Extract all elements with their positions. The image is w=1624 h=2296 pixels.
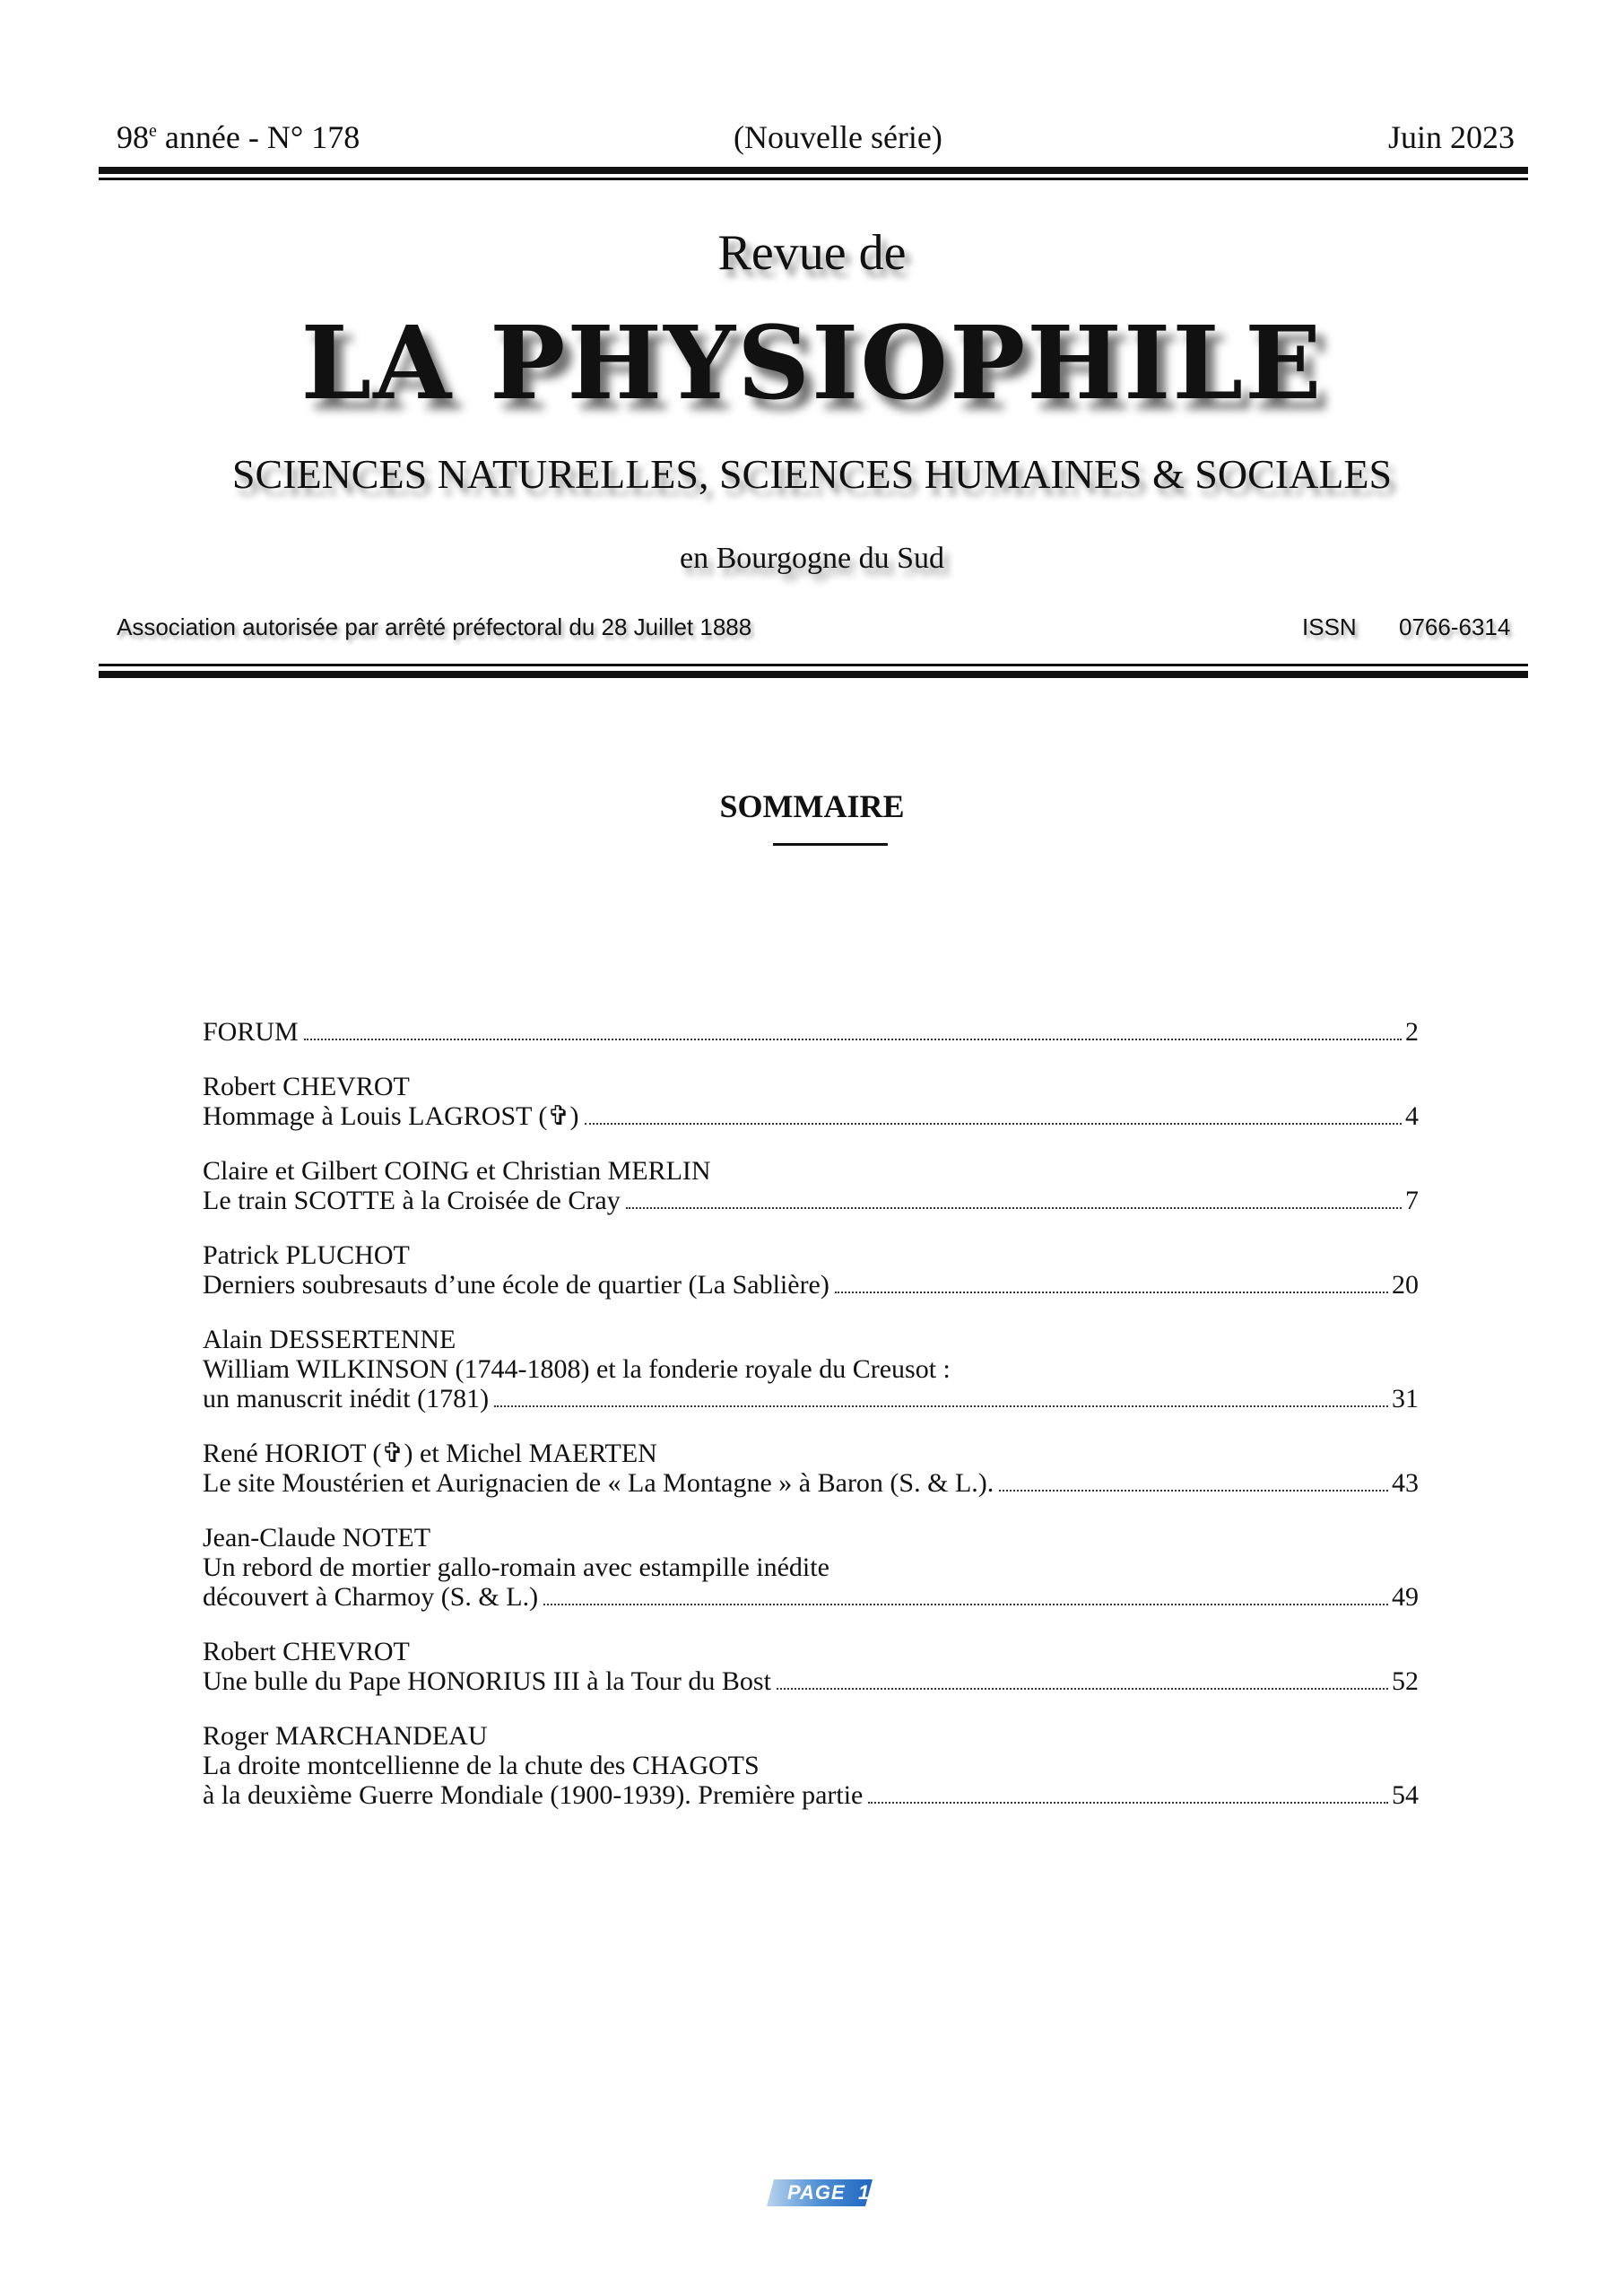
toc-entry (203, 1637, 1419, 1696)
top-rule-thick (99, 167, 1528, 174)
sommaire-underline (773, 843, 888, 846)
mid-rule-thin (99, 664, 1528, 666)
toc-author: Robert CHEVROT (203, 1072, 410, 1101)
dot-leader (999, 1490, 1388, 1492)
dot-leader (494, 1405, 1388, 1407)
toc-entry (203, 1721, 1419, 1810)
toc-line (203, 1384, 1419, 1413)
toc-title-line: William WILKINSON (1744-1808) et la fonderie royale du Creusot : (203, 1354, 951, 1384)
toc-line (203, 1017, 1419, 1047)
page-number-label: PAGE 1 (787, 2181, 871, 2204)
dot-leader (868, 1802, 1388, 1804)
toc-line (203, 1666, 1419, 1696)
dot-leader (304, 1039, 1402, 1040)
toc-title: à la deuxième Guerre Mondiale (1900-1939). Première partie (203, 1780, 864, 1810)
series-label: (Nouvelle série) (734, 119, 942, 155)
toc-page-number: 54 (1392, 1780, 1419, 1810)
toc-author: Claire et Gilbert COING et Christian MERLIN (203, 1156, 711, 1186)
toc-entry (203, 1439, 1419, 1498)
toc-line (203, 1186, 1419, 1215)
toc-page-number: 31 (1392, 1384, 1419, 1413)
toc-line (203, 1582, 1419, 1612)
issue-number: 98e année - N° 178 (117, 119, 360, 155)
revue-de-label: Revue de (717, 225, 907, 281)
toc-page-number: 7 (1405, 1186, 1419, 1215)
dot-leader (835, 1292, 1388, 1293)
dot-leader (626, 1207, 1402, 1209)
toc-page-number: 49 (1392, 1582, 1419, 1612)
issn-value: 0766-6314 (1399, 613, 1511, 640)
dot-leader (585, 1123, 1402, 1125)
toc-title: Une bulle du Pape HONORIUS III à la Tour du Bost (203, 1666, 771, 1696)
sommaire-heading: SOMMAIRE (719, 788, 905, 824)
toc-line (203, 1780, 1419, 1810)
toc-line (203, 1270, 1419, 1300)
toc-page-number: 2 (1405, 1017, 1419, 1047)
toc-author: Robert CHEVROT (203, 1637, 410, 1666)
issue-date: Juin 2023 (1388, 119, 1515, 155)
toc-author: Jean-Claude NOTET (203, 1523, 431, 1552)
toc-page-number: 20 (1392, 1270, 1419, 1300)
toc-author: Patrick PLUCHOT (203, 1240, 410, 1270)
toc-author: René HORIOT (✞) et Michel MAERTEN (203, 1439, 657, 1468)
region-label: en Bourgogne du Sud (680, 542, 944, 575)
association-note: Association autorisée par arrêté préfectoral du 28 Juillet 1888 (117, 613, 752, 640)
toc-title: Le train SCOTTE à la Croisée de Cray (203, 1186, 621, 1215)
toc-entry (203, 1240, 1419, 1300)
toc-title: un manuscrit inédit (1781) (203, 1384, 490, 1413)
mid-rule-thick (99, 671, 1528, 678)
table-of-contents (203, 1017, 1419, 1835)
toc-entry (203, 1017, 1419, 1047)
toc-title-line: La droite montcellienne de la chute des CHAGOTS (203, 1751, 760, 1780)
issn-label: ISSN (1302, 613, 1357, 640)
toc-author: Roger MARCHANDEAU (203, 1721, 488, 1751)
toc-title: FORUM (203, 1017, 299, 1047)
journal-subtitle: SCIENCES NATURELLES, SCIENCES HUMAINES & SOCIALES (231, 451, 1393, 497)
toc-page-number: 52 (1392, 1666, 1419, 1696)
toc-entry (203, 1156, 1419, 1215)
dot-leader (777, 1688, 1388, 1690)
dot-leader (543, 1604, 1388, 1605)
toc-title: Hommage à Louis LAGROST (✞) (203, 1101, 579, 1131)
toc-entry (203, 1523, 1419, 1612)
toc-entry (203, 1072, 1419, 1131)
toc-title: Le site Moustérien et Aurignacien de « La Montagne » à Baron (S. & L.). (203, 1468, 994, 1498)
toc-entry (203, 1325, 1419, 1413)
toc-page-number: 43 (1392, 1468, 1419, 1498)
journal-title: LA PHYSIOPHILE (300, 305, 1324, 422)
top-rule-thin (99, 178, 1528, 180)
toc-line (203, 1468, 1419, 1498)
toc-title: découvert à Charmoy (S. & L.) (203, 1582, 539, 1612)
toc-title: Derniers soubresauts d’une école de quartier (La Sablière) (203, 1270, 829, 1300)
toc-title-line: Un rebord de mortier gallo-romain avec estampille inédite (203, 1552, 829, 1582)
toc-page-number: 4 (1405, 1101, 1419, 1131)
toc-author: Alain DESSERTENNE (203, 1325, 456, 1354)
toc-line (203, 1101, 1419, 1131)
